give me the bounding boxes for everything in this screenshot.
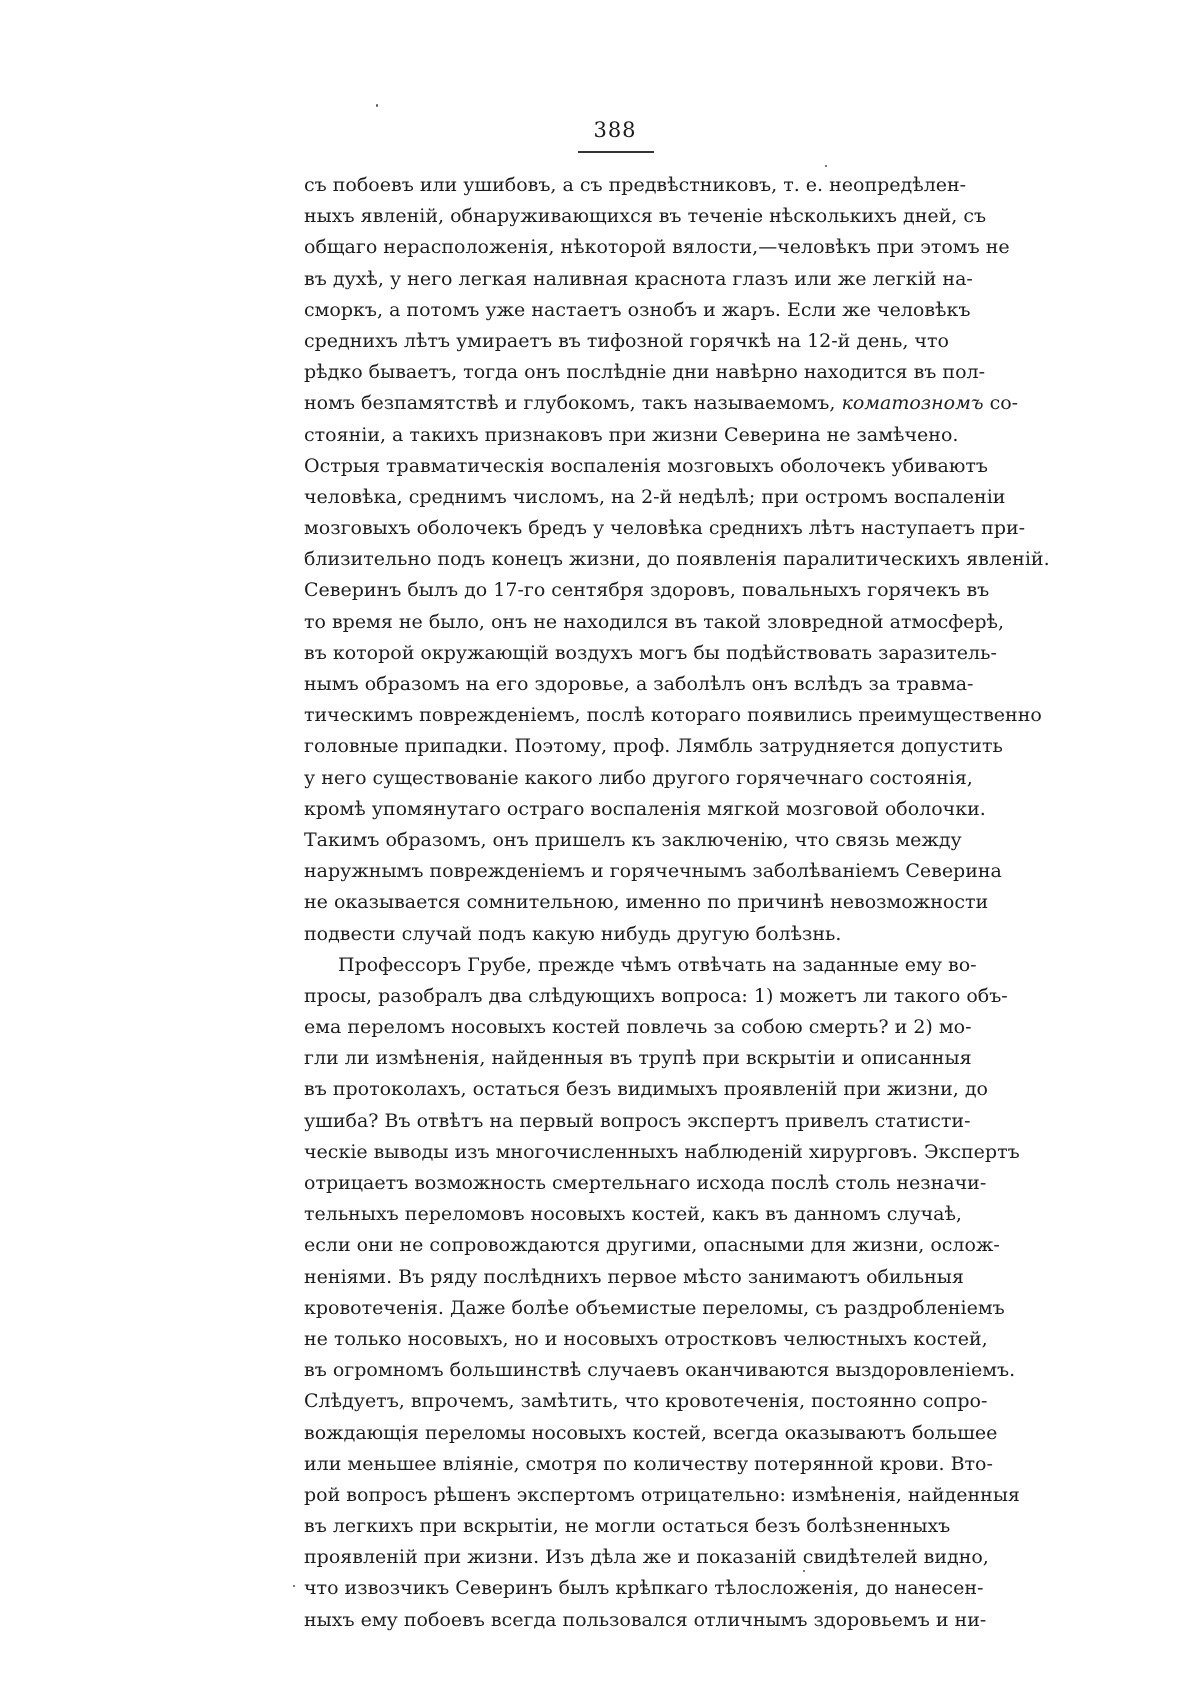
text-line: человѣка, среднимъ числомъ, на 2-й недѣлѣ; при остромъ воспаленіи [304, 485, 1006, 508]
text-line: у него существованіе какого либо другого горячечнаго состоянія, [304, 766, 973, 789]
text-line: Такимъ образомъ, онъ пришелъ къ заключенію, что связь между [304, 828, 962, 851]
text-line: въ которой окружающій воздухъ могъ бы подѣйствовать заразитель- [304, 641, 997, 664]
text-line-with-italic [304, 388, 1019, 419]
text-line: или меньшее вліяніе, смотря по количеству потерянной крови. Вто- [304, 1452, 993, 1475]
text-line-start: номъ безпамятствѣ и глубокомъ, такъ называемомъ, [304, 392, 842, 415]
text-line: наружнымъ поврежденіемъ и горячечнымъ заболѣваніемъ Северина [304, 860, 1002, 883]
text-line: кровотеченія. Даже болѣе объемистые переломы, съ раздробленіемъ [304, 1296, 1005, 1319]
text-line: общаго нерасположенія, нѣкоторой вялости,—человѣкъ при этомъ не [304, 236, 1010, 259]
page-number: 388 [593, 118, 637, 142]
text-line: проявленій при жизни. Изъ дѣла же и показаній свидѣтелей видно, [304, 1546, 989, 1569]
text-line: съ побоевъ или ушибовъ, а съ предвѣстниковъ, т. е. неопредѣлен- [304, 174, 967, 196]
text-line: близительно подъ конецъ жизни, до появленія паралитическихъ явленій. [304, 548, 1050, 571]
text-line: нымъ образомъ на его здоровье, а заболѣлъ онъ вслѣдъ за травма- [304, 673, 974, 695]
text-line: просы, разобралъ два слѣдующихъ вопроса: 1) можетъ ли такого объ- [304, 984, 1008, 1007]
body-text [304, 170, 1050, 1636]
text-line: вождающія переломы носовыхъ костей, всегда оказываютъ большее [304, 1421, 998, 1444]
text-line-paragraph-start: Профессоръ Грубе, прежде чѣмъ отвѣчать на заданные ему во- [338, 953, 977, 976]
text-line: Слѣдуетъ, впрочемъ, замѣтить, что кровотеченія, постоянно сопро- [304, 1390, 988, 1413]
text-line: тельныхъ переломовъ носовыхъ костей, какъ въ данномъ случаѣ, [304, 1203, 962, 1226]
text-line: ема переломъ носовыхъ костей повлечь за собою смерть? и 2) мо- [304, 1016, 972, 1039]
text-line: Острыя травматическія воспаленія мозговыхъ оболочекъ убиваютъ [304, 454, 989, 477]
text-line: въ протоколахъ, остаться безъ видимыхъ проявленій при жизни, до [304, 1078, 988, 1101]
text-line: ныхъ явленій, обнаруживающихся въ теченіе нѣсколькихъ дней, съ [304, 205, 987, 228]
text-line: что извозчикъ Северинъ былъ крѣпкаго тѣлосложенія, до нанесен- [304, 1577, 984, 1600]
text-line: подвести случай подъ какую нибудь другую болѣзнь. [304, 922, 842, 945]
text-line: ушиба? Въ отвѣтъ на первый вопросъ экспертъ привелъ статисти- [304, 1109, 971, 1132]
text-line: неніями. Въ ряду послѣднихъ первое мѣсто занимаютъ обильныя [304, 1265, 964, 1288]
scan-speck [803, 1570, 805, 1572]
text-line: кромѣ упомянутаго остраго воспаленія мягкой мозговой оболочки. [304, 797, 986, 820]
text-line: не оказывается сомнительною, именно по причинѣ невозможности [304, 891, 989, 914]
text-line: рѣдко бываетъ, тогда онъ послѣдніе дни навѣрно находится въ пол- [304, 361, 985, 384]
scan-speck [293, 1585, 295, 1587]
text-line: мозговыхъ оболочекъ бредъ у человѣка среднихъ лѣтъ наступаетъ при- [304, 517, 1026, 540]
text-line: гли ли измѣненія, найденныя въ трупѣ при вскрытіи и описанныя [304, 1047, 972, 1070]
text-line: сморкъ, а потомъ уже настаетъ ознобъ и жаръ. Если же человѣкъ [304, 298, 971, 321]
italic-term: коматозномъ [841, 392, 984, 415]
text-line: не только носовыхъ, но и носовыхъ отростковъ челюстныхъ костей, [304, 1327, 988, 1350]
page-number-rule [578, 151, 654, 153]
text-line: въ духѣ, у него легкая наливная краснота глазъ или же легкій на- [304, 267, 973, 290]
text-line: среднихъ лѣтъ умираетъ въ тифозной горячкѣ на 12-й день, что [304, 329, 949, 352]
text-line-end: со- [983, 392, 1019, 415]
text-line: ныхъ ему побоевъ всегда пользовался отличнымъ здоровьемъ и ни- [304, 1608, 987, 1631]
text-line: отрицаетъ возможность смертельнаго исхода послѣ столь незначи- [304, 1172, 987, 1194]
text-line: Северинъ былъ до 17-го сентября здоровъ, повальныхъ горячекъ въ [304, 579, 990, 602]
text-line: въ легкихъ при вскрытіи, не могли остаться безъ болѣзненныхъ [304, 1515, 951, 1538]
text-line: рой вопросъ рѣшенъ экспертомъ отрицательно: измѣненія, найденныя [304, 1483, 1020, 1506]
text-line: то время не было, онъ не находился въ такой зловредной атмосферѣ, [304, 610, 1005, 633]
scan-speck [825, 165, 827, 167]
text-line: въ огромномъ большинствѣ случаевъ оканчиваются выздоровленіемъ. [304, 1359, 1016, 1382]
text-line: тическимъ поврежденіемъ, послѣ котораго появились преимущественно [304, 704, 1042, 727]
scan-speck [376, 104, 378, 107]
text-line: головные припадки. Поэтому, проф. Лямбль затрудняется допустить [304, 735, 1003, 758]
text-line: если они не сопровождаются другими, опасными для жизни, ослож- [304, 1234, 1000, 1257]
text-line: ческіе выводы изъ многочисленныхъ наблюденій хирурговъ. Экспертъ [304, 1140, 1020, 1163]
text-line: стояніи, а такихъ признаковъ при жизни Северина не замѣчено. [304, 423, 959, 446]
